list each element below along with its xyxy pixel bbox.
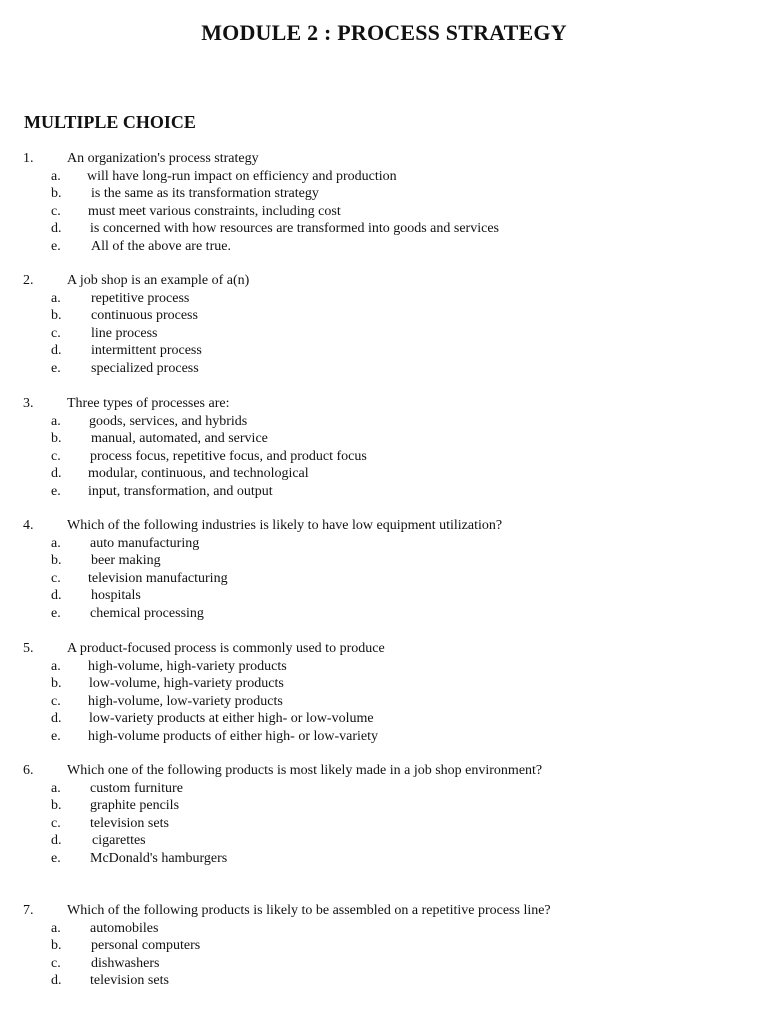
answer-option	[0, 168, 768, 186]
answer-option	[0, 203, 768, 221]
answer-option	[0, 430, 768, 448]
option-letter: c.	[51, 815, 61, 831]
answer-option	[0, 728, 768, 746]
answer-option	[0, 693, 768, 711]
option-text: is the same as its transformation strategy	[91, 186, 319, 201]
question-stem: Which of the following industries is likely to have low equipment utilization?	[67, 518, 503, 533]
answer-option	[0, 483, 768, 501]
answer-option	[0, 658, 768, 676]
answer-option	[0, 972, 768, 990]
answer-option	[0, 238, 768, 256]
option-text: intermittent process	[91, 343, 202, 358]
option-text: chemical processing	[90, 605, 204, 621]
option-text: television sets	[90, 973, 169, 988]
option-letter: a.	[51, 413, 61, 429]
option-letter: a.	[51, 920, 61, 936]
option-text: high-volume, high-variety products	[88, 658, 287, 674]
option-text: line process	[91, 325, 158, 341]
option-text: continuous process	[91, 308, 198, 323]
option-text: process focus, repetitive focus, and product focus	[90, 448, 367, 464]
answer-option	[0, 780, 768, 798]
option-text: beer making	[91, 553, 161, 568]
option-text: dishwashers	[91, 955, 160, 971]
option-text: will have long-run impact on efficiency and production	[87, 168, 397, 184]
answer-option	[0, 570, 768, 588]
option-text: auto manufacturing	[90, 535, 200, 551]
answer-option	[0, 605, 768, 623]
question-1	[0, 150, 768, 255]
option-text: low-variety products at either high- or low-volume	[89, 711, 374, 726]
option-letter: c.	[51, 570, 61, 586]
answer-option	[0, 342, 768, 360]
question-2	[0, 272, 768, 377]
option-letter: d.	[51, 221, 62, 236]
option-letter: d.	[51, 833, 62, 848]
option-text: manual, automated, and service	[91, 431, 268, 446]
option-letter: b.	[51, 431, 62, 446]
option-text: modular, continuous, and technological	[88, 466, 309, 481]
option-letter: b.	[51, 798, 62, 813]
answer-option	[0, 290, 768, 308]
option-text: high-volume products of either high- or low-variety	[88, 728, 379, 744]
option-text: All of the above are true.	[91, 238, 231, 254]
option-text: hospitals	[91, 588, 141, 603]
question-3	[0, 395, 768, 500]
answer-option	[0, 360, 768, 378]
option-letter: e.	[51, 850, 61, 866]
option-letter: d.	[51, 588, 62, 603]
option-text: low-volume, high-variety products	[89, 676, 284, 691]
question-stem: A product-focused process is commonly used to produce	[67, 641, 385, 656]
option-letter: a.	[51, 658, 61, 674]
answer-option	[0, 587, 768, 605]
question-stem-row	[0, 517, 768, 535]
option-letter: c.	[51, 448, 61, 464]
option-text: television manufacturing	[88, 570, 228, 586]
question-number: 6.	[23, 763, 34, 778]
option-text: goods, services, and hybrids	[89, 413, 248, 429]
option-text: television sets	[90, 815, 169, 831]
option-letter: b.	[51, 676, 62, 691]
option-text: personal computers	[91, 938, 201, 953]
option-letter: e.	[51, 605, 61, 621]
question-7	[0, 902, 768, 990]
option-letter: c.	[51, 955, 61, 971]
answer-option	[0, 413, 768, 431]
question-stem-row	[0, 902, 768, 920]
question-stem-row	[0, 762, 768, 780]
option-letter: a.	[51, 168, 61, 184]
question-stem-row	[0, 272, 768, 290]
answer-option	[0, 797, 768, 815]
option-letter: e.	[51, 483, 61, 499]
answer-option	[0, 448, 768, 466]
option-letter: a.	[51, 290, 61, 306]
option-letter: d.	[51, 711, 62, 726]
option-text: must meet various constraints, including cost	[88, 203, 341, 219]
option-letter: d.	[51, 466, 62, 481]
option-text: custom furniture	[90, 780, 183, 796]
answer-option	[0, 937, 768, 955]
answer-option	[0, 220, 768, 238]
question-stem-row	[0, 640, 768, 658]
answer-option	[0, 832, 768, 850]
question-number: 3.	[23, 396, 34, 411]
question-stem: A job shop is an example of a(n)	[67, 273, 250, 288]
question-5	[0, 640, 768, 745]
question-stem-row	[0, 150, 768, 168]
option-text: is concerned with how resources are transformed into goods and services	[90, 221, 499, 236]
answer-option	[0, 675, 768, 693]
question-number: 1.	[23, 151, 34, 166]
question-number: 5.	[23, 641, 34, 656]
option-text: specialized process	[91, 360, 199, 376]
option-letter: c.	[51, 693, 61, 709]
question-stem: Which of the following products is likely to be assembled on a repetitive process line?	[67, 903, 551, 918]
option-text: graphite pencils	[90, 798, 180, 813]
option-letter: d.	[51, 973, 62, 988]
answer-option	[0, 850, 768, 868]
answer-option	[0, 535, 768, 553]
option-letter: d.	[51, 343, 62, 358]
answer-option	[0, 325, 768, 343]
answer-option	[0, 920, 768, 938]
option-letter: e.	[51, 360, 61, 376]
answer-option	[0, 465, 768, 483]
answer-option	[0, 710, 768, 728]
option-text: input, transformation, and output	[88, 483, 273, 499]
option-text: repetitive process	[91, 290, 190, 306]
option-letter: a.	[51, 535, 61, 551]
question-4	[0, 517, 768, 622]
option-letter: c.	[51, 203, 61, 219]
section-heading: MULTIPLE CHOICE	[24, 112, 196, 132]
option-letter: b.	[51, 186, 62, 201]
question-6	[0, 762, 768, 867]
question-stem: Three types of processes are:	[67, 396, 230, 411]
option-text: automobiles	[90, 920, 159, 936]
question-number: 7.	[23, 903, 34, 918]
option-text: high-volume, low-variety products	[88, 693, 283, 709]
option-letter: b.	[51, 553, 62, 568]
option-letter: b.	[51, 938, 62, 953]
answer-option	[0, 307, 768, 325]
page-title: MODULE 2 : PROCESS STRATEGY	[201, 20, 567, 45]
question-stem-row	[0, 395, 768, 413]
option-letter: a.	[51, 780, 61, 796]
answer-option	[0, 552, 768, 570]
option-letter: c.	[51, 325, 61, 341]
option-letter: e.	[51, 728, 61, 744]
option-text: McDonald's hamburgers	[90, 850, 228, 866]
question-stem: Which one of the following products is most likely made in a job shop environment?	[67, 763, 543, 778]
answer-option	[0, 185, 768, 203]
answer-option	[0, 815, 768, 833]
question-number: 4.	[23, 518, 34, 533]
option-text: cigarettes	[92, 833, 146, 848]
option-letter: e.	[51, 238, 61, 254]
option-letter: b.	[51, 308, 62, 323]
question-stem: An organization's process strategy	[67, 151, 259, 166]
answer-option	[0, 955, 768, 973]
question-number: 2.	[23, 273, 34, 288]
